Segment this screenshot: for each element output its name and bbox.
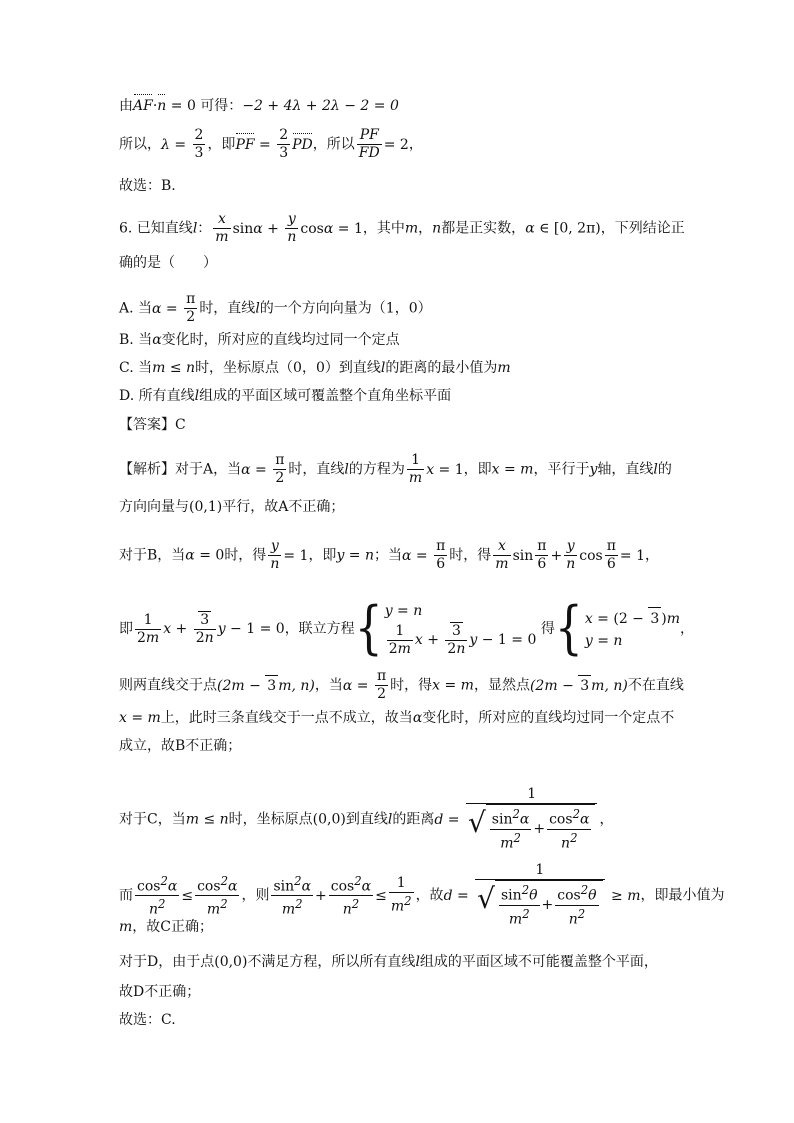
explanation-a-cont [119, 497, 344, 517]
explanation-b-intersection: 则两直线交于点(2m − 3 m, n)，当α = $\frac{\pi}{2}$ 时，得x = m，显然点(2m − 3 m, n)不在直线 [119, 668, 684, 702]
text: ， [408, 136, 423, 153]
question-6-stem-cont: 确的是（ ） [119, 255, 217, 271]
text: 得 [540, 621, 555, 637]
text: 对于D，由于点 [119, 954, 215, 970]
answer-label: 【答案】C [119, 417, 186, 433]
formula-line-equation: $\frac{x}{m}$ sinα + $\frac{y}{n}$ cosα = 1 [215, 211, 363, 245]
text: 对于C，当 [119, 811, 186, 828]
text: 时，坐标原点（0，0）到直线 [195, 360, 381, 376]
text: 的距离的最小值为 [385, 360, 498, 376]
text: 的一个方向向量为（1，0） [259, 300, 432, 317]
formula-pf-pd: PF = $\frac{2}{3}$ PD [235, 127, 313, 161]
text: 即 [119, 621, 133, 637]
option-b: B. 当α变化时，所对应的直线均过同一个定点 [119, 332, 400, 348]
text: B. 当 [119, 332, 153, 348]
left-brace: { [354, 595, 383, 662]
text: ，所以 [312, 136, 355, 153]
option-d: D. 所有直线l组成的平面区域可覆盖整个直角坐标平面 [119, 388, 452, 404]
question-6-stem: 6. 已知直线l： $\frac{x}{m}$ sinα + $\frac{y}{n}$ cosα = 1，其中m，n都是正实数，α ∈ [0, 2π)，下列结论正 [119, 211, 685, 245]
text: ；当 [374, 547, 402, 564]
option-a: A. 当α = $\frac{\pi}{2}$ 时，直线l的一个方向向量为（1，0） [119, 291, 432, 325]
text: 上，此时三条直线交于一点不成立，故当 [160, 710, 413, 726]
text: ，平行于 [533, 461, 590, 478]
text: D. 所有直线 [119, 388, 195, 404]
formula-distance: d = 1 √ $\frac{\sin^2\alpha}{m^2}$ + $\frac{\cos^2\alpha}{n^2}$ [434, 812, 599, 828]
text: 【解析】对于A，当 [119, 461, 242, 478]
explanation-d-end: 故D不正确； [119, 984, 201, 1000]
formula-af-n: AF·n = 0 [133, 98, 196, 114]
var-mn: m [404, 220, 419, 237]
text: 不满足方程，所以所有直线 [247, 954, 416, 970]
text: 6. 已知直线 [119, 220, 193, 237]
text: 所以， [119, 136, 161, 153]
text: ， [645, 547, 659, 564]
text: 则两直线交于点 [119, 677, 217, 694]
formula-m-le-n: m ≤ n [152, 360, 196, 376]
text: ，故 [415, 887, 444, 904]
final-answer: 故选：C. [119, 1012, 176, 1028]
text: 方向向量与 [119, 499, 189, 515]
text: 组成的平面区域可覆盖整个直角坐标平面 [199, 388, 452, 404]
text: 的距离 [392, 811, 435, 828]
text: 的方程为 [348, 461, 405, 478]
text: 都是正实数， [441, 220, 526, 237]
text: 而 [119, 887, 133, 904]
explanation-b: 对于B，当α = 0时，得 $\frac{y}{n}$ = 1，即y = n；当α = $\frac{\pi}{6}$ 时，得 $\frac{x}{m}$ sin $\frac{\pi}{6}$ + $\frac{y}{n}$ cos $\frac{\pi}{6}$ = 1， [119, 538, 659, 572]
text: ，故C正确； [132, 919, 213, 935]
formula-alpha-range: α ∈ [0, 2π) [525, 220, 601, 237]
text: 组成的平面区域不可能覆盖整个平面， [419, 954, 658, 970]
explanation-d: 对于D，由于点(0,0)不满足方程，所以所有直线l组成的平面区域不可能覆盖整个平面， [119, 954, 658, 970]
text: 时，坐标原点 [228, 811, 313, 828]
explanation-c: 对于C，当m ≤ n时，坐标原点(0,0)到直线l的距离d = 1 √ $\frac{\sin^2\alpha}{m^2}$ + $\frac{\cos^2\alpha}{n^2}$ ， [119, 786, 614, 852]
text: 不在直线 [627, 677, 684, 694]
text: ，即 [463, 461, 492, 478]
text: C. 当 [119, 360, 153, 376]
text: 可得： [200, 98, 243, 114]
text: 由 [119, 98, 133, 114]
text: ，当 [314, 677, 343, 694]
formula-ratio: $\frac{PF}{FD}$ = 2 [358, 127, 409, 161]
explanation-c-end: m，故C正确； [119, 919, 213, 935]
text: 平行，故A不正确； [222, 499, 345, 515]
explanation-b-end: 成立，故B不正确； [119, 738, 242, 754]
text: ， [680, 621, 695, 637]
explanation-b-system: 即 $\frac{1}{2m}$ x + $\frac{3}{2n}$ y − 1 = 0，联立方程{ y = n $\frac{1}{2m}$ x + $\frac{3}{2n}$ y − 1 = 0 得{ x = (2 − 3 )m y = n ， [119, 595, 695, 662]
option-c: C. 当m ≤ n时，坐标原点（0，0）到直线l的距离的最小值为m [119, 360, 511, 376]
text: A. 当 [119, 300, 153, 317]
answer-line-b: 故选：B. [119, 178, 176, 194]
text: ， [599, 811, 614, 828]
text: 对于B，当 [119, 547, 186, 564]
explanation-c-inequality: 而 $\frac{\cos^2\alpha}{n^2}$ ≤ $\frac{\cos^2\alpha}{m^2}$ ，则 $\frac{\sin^2\alpha}{m^2}$ + $\frac{\cos^2\alpha}{n^2}$ ≤ $\frac{1}{m^2}$ ，故d = 1 √ $\frac{\sin^2\theta}{m^2}$ + $\frac{\cos^2\theta}{n^2}$ ≥ m，即最小值为 [119, 862, 725, 928]
text: 时，直线 [288, 461, 345, 478]
text: ，下列结论正 [600, 220, 685, 237]
text: ，其中 [362, 220, 405, 237]
text: 时，直线 [199, 300, 256, 317]
text: ，即最小值为 [640, 887, 725, 904]
line-lambda [119, 127, 423, 162]
text: 变化时，所对应的直线均过同一个定点不 [422, 710, 675, 726]
text: ，则 [241, 887, 270, 904]
text: 时，得 [449, 547, 492, 564]
text: ，即 [308, 547, 337, 564]
formula-vector-01: (0,1) [189, 499, 223, 515]
explanation-a: 【解析】对于A，当α = $\frac{\pi}{2}$ 时，直线l的方程为 $\frac{1}{m}$ x = 1，即x = m，平行于y轴，直线l的 [119, 452, 672, 486]
text: 轴，直线 [597, 461, 654, 478]
text: 时，得 [224, 547, 267, 564]
formula-equation: −2 + 4λ + 2λ − 2 = 0 [242, 98, 399, 114]
left-brace: { [554, 595, 583, 662]
line-af-dot-n [119, 96, 399, 116]
text: ，显然点 [473, 677, 530, 694]
formula-alpha-pi2: α = $\frac{\pi}{2}$ [152, 291, 196, 325]
system-solution: x = (2 − 3 )m y = n [585, 607, 680, 652]
var-l: l [192, 220, 198, 237]
system-of-equations: y = n $\frac{1}{2m}$ x + $\frac{3}{2n}$ y − 1 = 0 [384, 603, 537, 657]
text: ，联立方程 [284, 621, 355, 637]
text: 的 [657, 461, 672, 478]
text: 变化时，所对应的直线均过同一个定点 [161, 332, 400, 348]
text: 到直线 [345, 811, 388, 828]
text: ，即 [207, 136, 236, 153]
text: 时，得 [390, 677, 433, 694]
explanation-b-cont: x = m上，此时三条直线交于一点不成立，故当α变化时，所对应的直线均过同一个定点不 [119, 710, 675, 726]
formula-lambda: λ = $\frac{2}{3}$ [161, 127, 204, 161]
